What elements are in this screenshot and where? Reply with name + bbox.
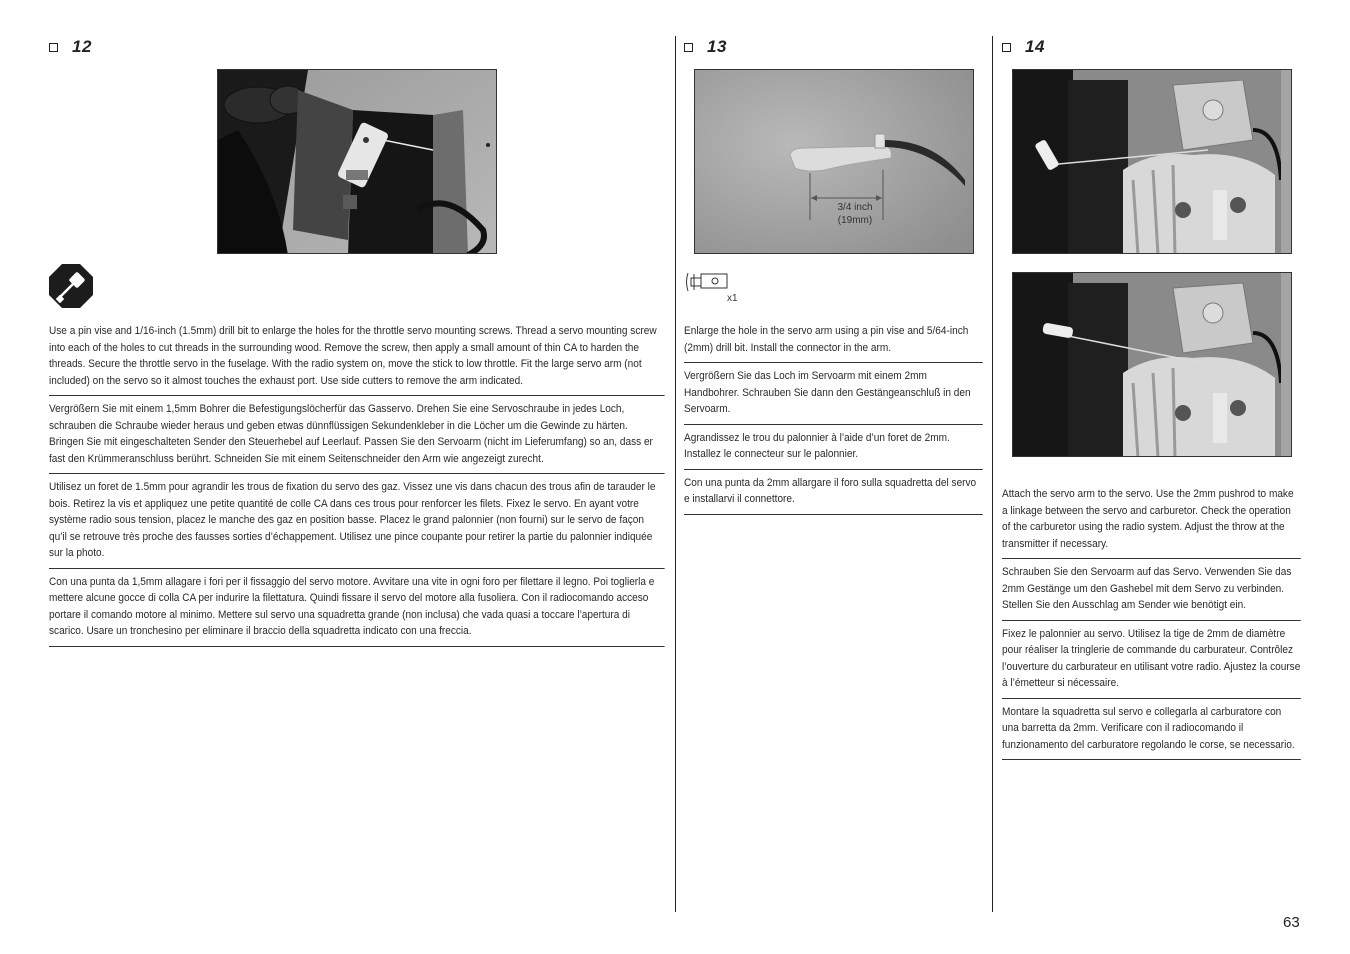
pin-vise-drill-icon [49,264,93,308]
instruction-fr: Utilisez un foret de 1.5mm pour agrandir les trous de fixation du servo des gaz. Vissez une vis dans chacun des trous afin de tarauder le bois. Retirez la vis et appliquez une petite quantité de colle CA dans ces trous pour renforcer les filets. Fixez le servo. En ayant votre système radio sous tension, placez le manche des gaz en position basse. Placez le grand palonnier (non fourni) sur le servo de façon qu’il se retrouve très proche des fausses sorties d’échappement. Utilisez une pince coupante pour retirer la partie du palonnier indiquée sur la photo. [49,474,664,569]
instruction-fr: Agrandissez le trou du palonnier à l’aide d’un foret de 2mm. Installez le connecteur sur le palonnier. [684,425,983,470]
instruction-fr: Fixez le palonnier au servo. Utilisez la tige de 2mm de diamètre pour réaliser la tringlerie de commande du carburateur. Contrôlez l’ouverture du carburateur en utilisant votre radio. Ajustez la course à l’émetteur si nécessaire. [1002,621,1301,699]
instruction-en: Enlarge the hole in the servo arm using a pin vise and 5/64-inch (2mm) drill bit. Install the connector in the arm. [684,318,983,363]
step-13-instructions [684,318,983,515]
step-13 [684,36,983,505]
step-12-heading [49,36,665,58]
instruction-en: Attach the servo arm to the servo. Use the 2mm pushrod to make a linkage between the servo and carburetor. Check the operation of the carburetor using the radio system. Adjust the throw at the transmitter if necessary. [1002,481,1301,559]
instruction-it: Con una punta da 2mm allargare il foro sulla squadretta del servo e installarvi il connettore. [684,470,983,515]
step-number: 12 [72,37,92,56]
checkbox-icon[interactable] [1002,43,1011,52]
instruction-de: Vergrößern Sie mit einem 1,5mm Bohrer die Befestigungslöcherfür das Gasservo. Drehen Sie eine Servoschraube in jedes Loch, schrauben die Schraube wieder heraus und geben etwas dünnflüssigen Sekundenkleber in die Löcher um die Gewinde zu härten. Bringen Sie mit eingeschalteten Sender den Steuerhebel auf Leerlauf. Passen Sie den Servoarm (nicht im Lieferumfang) so an, dass er fast den Krümmeranschluss berührt. Schneiden Sie mit einem Seitenschneider den Arm wie angezeigt zurecht. [49,396,664,474]
instruction-de: Vergrößern Sie das Loch im Servoarm mit einem 2mm Handbohrer. Schrauben Sie dann den Gestängeanschluß in den Servoarm. [684,363,983,425]
instruction-en: Use a pin vise and 1/16-inch (1.5mm) drill bit to enlarge the holes for the throttle servo mounting screws. Thread a servo mounting screw into each of the holes to cut threads in the surrounding wood. Remove the screw, then apply a small amount of thin CA to harden the threads. Secure the throttle servo in the fuselage. With the radio system on, move the stick to low throttle. Fit the large servo arm (not included) on the servo so it almost touches the exhaust port. Use side cutters to remove the arm indicated. [49,318,664,396]
column-divider [992,36,993,912]
checkbox-icon[interactable] [49,43,58,52]
step-12-photo [217,69,497,254]
step-14-instructions [1002,481,1301,760]
step-12-instructions [49,318,665,647]
measurement-label-metric: (19mm) [837,215,873,226]
instruction-it: Con una punta da 1,5mm allagare i fori per il fissaggio del servo motore. Avvitare una vite in ogni foro per filettare il legno. Poi toglierla e mettere alcune gocce di colla CA per indurire la filettatura. Quindi fissare il servo del motore alla fusoliera. Con il radiocomando acceso portare il comando motore al minimo. Mettere sul servo una squadretta grande (non inclusa) che vada quasi a toccare l’apertura di scarico. Usare un tronchesino per eliminare il braccio della squadretta indicato con una freccia. [49,569,664,647]
step-14 [1002,36,1301,751]
checkbox-icon[interactable] [684,43,693,52]
step-14-photo-bottom [1012,272,1292,457]
step-12 [49,36,665,637]
step-number: 13 [707,37,727,56]
instruction-it: Montare la squadretta sul servo e collegarla al carburatore con una barretta da 2mm. Verificare con il radiocomando il funzionamento del carburatore regolando le corse, se necessario. [1002,699,1301,761]
column-divider [675,36,676,912]
page-number: 63 [1283,914,1300,931]
measurement-label: 3/4 inch [837,202,873,213]
pushrod-connector-icon [684,270,732,294]
step-number: 14 [1025,37,1045,56]
step-13-photo [694,69,974,254]
step-14-heading [1002,36,1301,58]
quantity-label: x1 [727,293,738,304]
instruction-de: Schrauben Sie den Servoarm auf das Servo. Verwenden Sie das 2mm Gestänge um den Gashebel mit dem Servo zu verbinden. Stellen Sie den Ausschlag am Sender wie benötigt ein. [1002,559,1301,621]
step-14-photo-top [1012,69,1292,254]
step-13-heading [684,36,983,58]
